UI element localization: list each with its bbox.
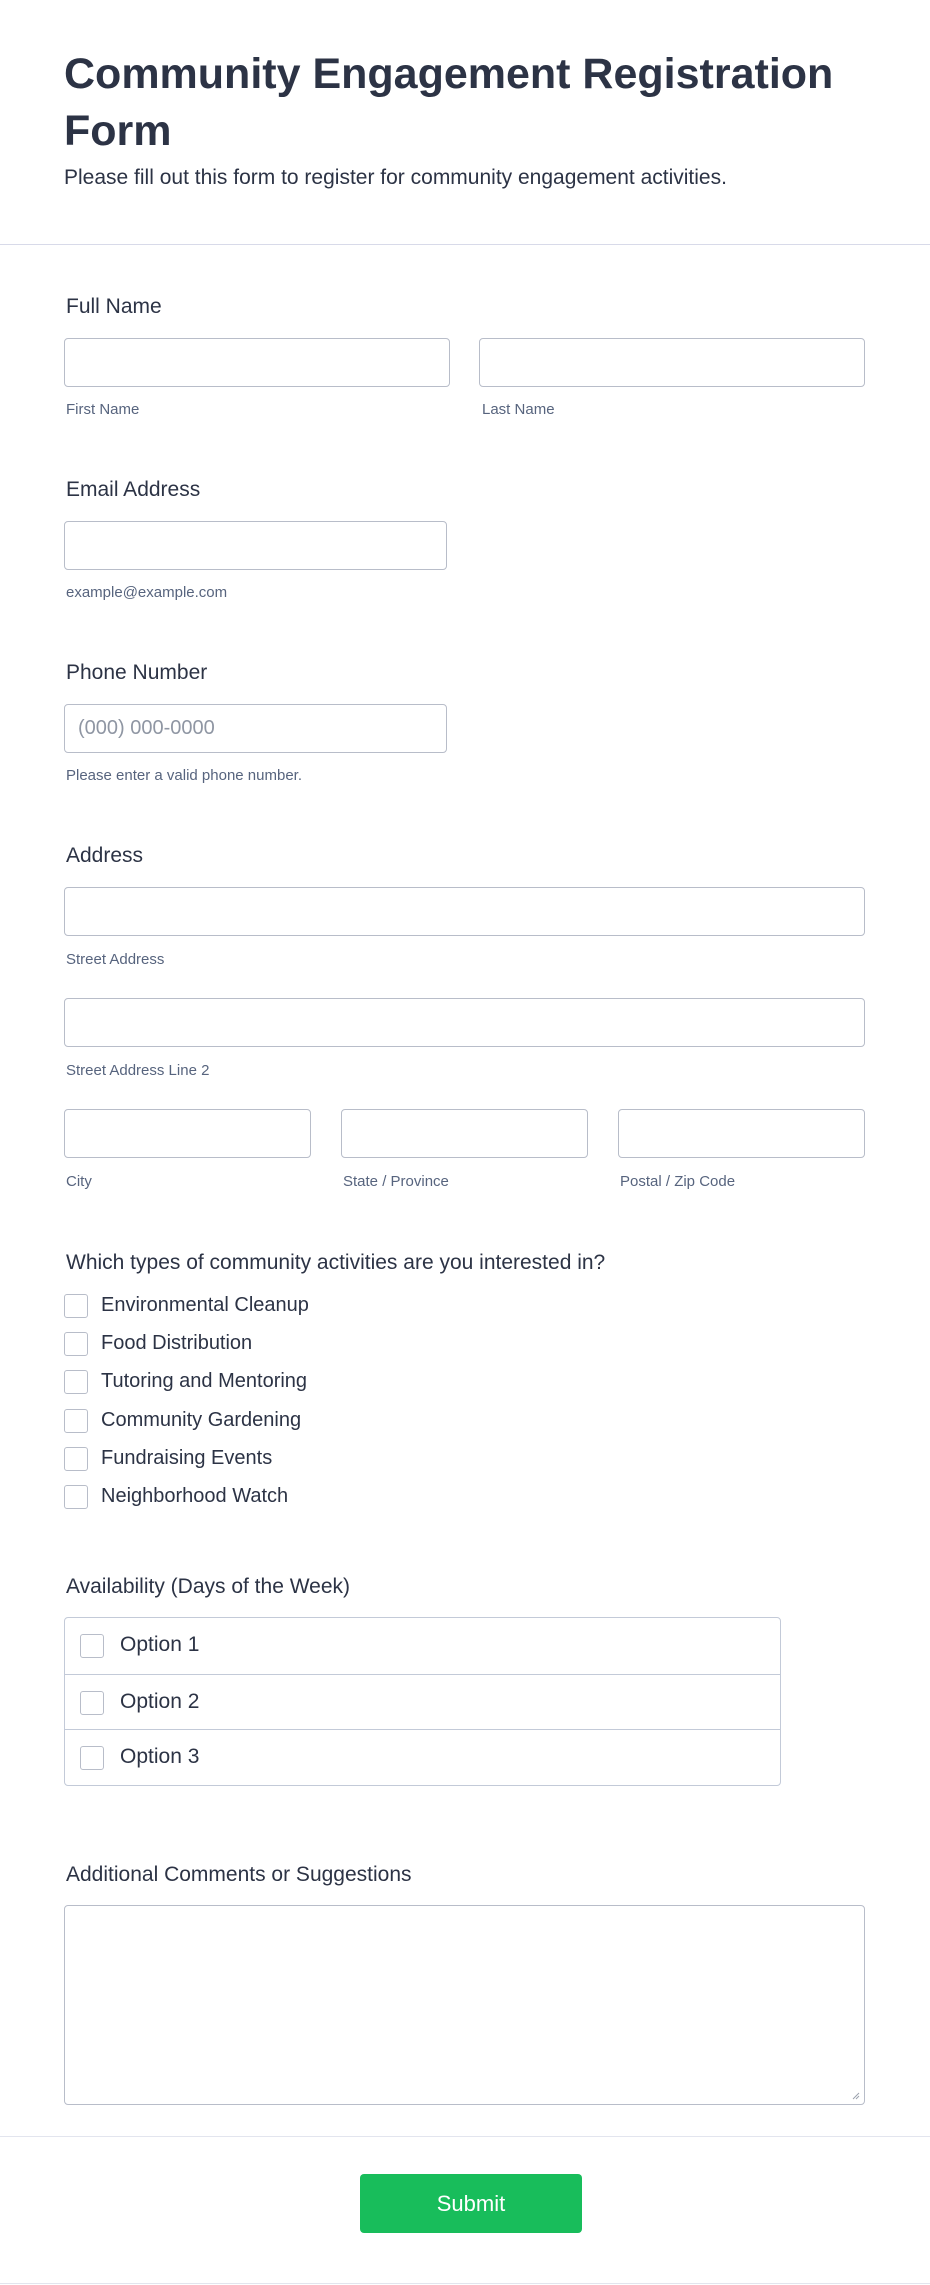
activity-label-tutoring-mentoring[interactable]: Tutoring and Mentoring [101, 1370, 308, 1392]
activity-label-environmental-cleanup[interactable]: Environmental Cleanup [101, 1294, 309, 1316]
comments-textarea[interactable] [64, 1905, 865, 2105]
phone-sublabel: Please enter a valid phone number. [66, 767, 302, 784]
availability-label-option-3[interactable]: Option 3 [120, 1745, 200, 1768]
state-input[interactable] [341, 1109, 588, 1158]
footer-divider [0, 2136, 930, 2137]
activity-label-food-distribution[interactable]: Food Distribution [101, 1332, 253, 1354]
form-header [0, 0, 930, 245]
state-sublabel: State / Province [343, 1173, 449, 1190]
activity-label-neighborhood-watch[interactable]: Neighborhood Watch [101, 1485, 289, 1507]
availability-row-option-3[interactable] [65, 1729, 780, 1785]
submit-button[interactable]: Submit [360, 2174, 582, 2233]
city-input[interactable] [64, 1109, 311, 1158]
resize-handle-icon[interactable] [852, 2092, 860, 2100]
zip-sublabel: Postal / Zip Code [620, 1173, 736, 1190]
first-name-sublabel: First Name [66, 401, 140, 418]
street-address-line2-input[interactable] [64, 998, 865, 1047]
comments-label: Additional Comments or Suggestions [66, 1863, 412, 1886]
activities-label: Which types of community activities are you interested in? [66, 1251, 606, 1274]
street-address-input[interactable] [64, 887, 865, 936]
zip-input[interactable] [618, 1109, 865, 1158]
street-address-sublabel: Street Address [66, 951, 165, 968]
last-name-input[interactable] [479, 338, 865, 387]
availability-row-option-2[interactable] [65, 1674, 780, 1730]
availability-label-option-2[interactable]: Option 2 [120, 1690, 200, 1713]
activity-label-fundraising-events[interactable]: Fundraising Events [101, 1447, 273, 1469]
activity-checkbox-food-distribution[interactable] [64, 1332, 88, 1356]
email-sublabel: example@example.com [66, 584, 228, 601]
phone-input[interactable] [64, 704, 447, 753]
availability-label: Availability (Days of the Week) [66, 1575, 351, 1598]
availability-grid [64, 1617, 781, 1786]
page-subtitle: Please fill out this form to register for community engagement activities. [64, 166, 727, 189]
bottom-divider [0, 2283, 930, 2284]
page-title: Community Engagement Registration Form [64, 50, 834, 155]
phone-placeholder: (000) 000-0000 [78, 717, 215, 739]
email-label: Email Address [66, 478, 201, 501]
phone-label: Phone Number [66, 661, 208, 684]
address-label: Address [66, 844, 144, 867]
availability-row-option-1[interactable] [65, 1618, 780, 1674]
availability-checkbox-option-2[interactable] [80, 1691, 104, 1715]
street-address-line2-sublabel: Street Address Line 2 [66, 1062, 210, 1079]
availability-checkbox-option-1[interactable] [80, 1634, 104, 1658]
activity-checkbox-neighborhood-watch[interactable] [64, 1485, 88, 1509]
activity-label-community-gardening[interactable]: Community Gardening [101, 1409, 302, 1431]
activity-checkbox-tutoring-mentoring[interactable] [64, 1370, 88, 1394]
activity-checkbox-community-gardening[interactable] [64, 1409, 88, 1433]
email-field[interactable] [64, 521, 447, 570]
first-name-input[interactable] [64, 338, 450, 387]
activity-checkbox-environmental-cleanup[interactable] [64, 1294, 88, 1318]
last-name-sublabel: Last Name [482, 401, 555, 418]
availability-label-option-1[interactable]: Option 1 [120, 1633, 200, 1656]
activity-checkbox-fundraising-events[interactable] [64, 1447, 88, 1471]
full-name-label: Full Name [66, 295, 162, 318]
city-sublabel: City [66, 1173, 92, 1190]
availability-checkbox-option-3[interactable] [80, 1746, 104, 1770]
